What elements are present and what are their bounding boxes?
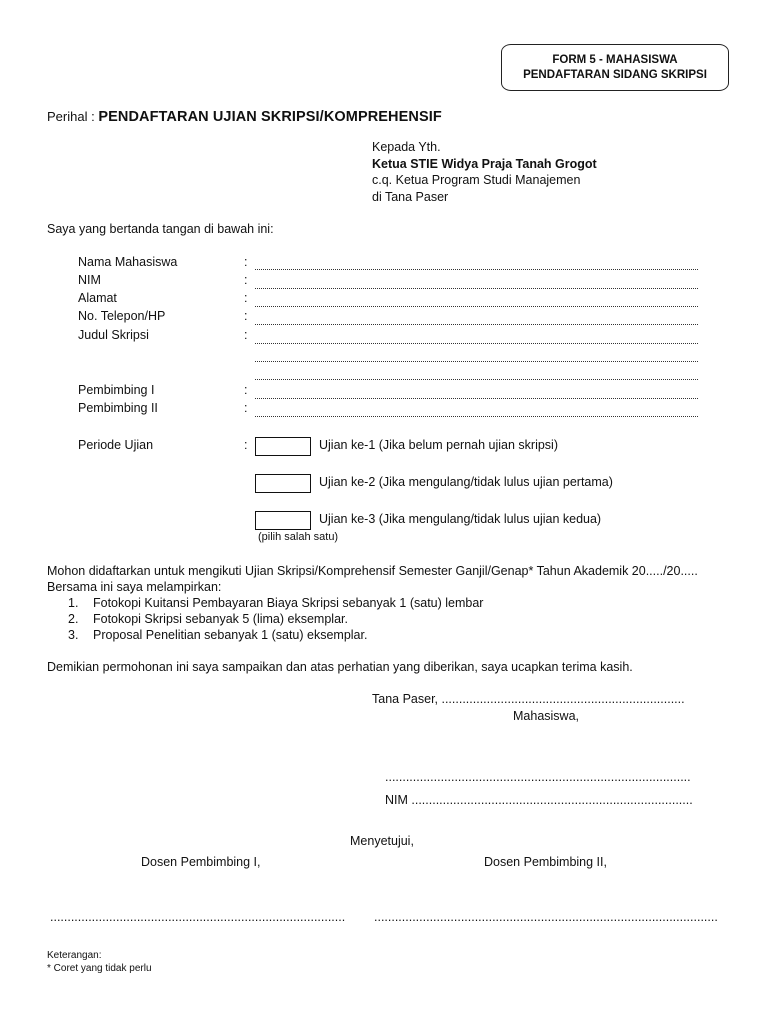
mahasiswa-title: Mahasiswa, [513,709,579,723]
dosen-pembimbing-1-title: Dosen Pembimbing I, [141,855,261,869]
colon: : [244,309,248,323]
colon: : [244,291,248,305]
dosen-pembimbing-2-title: Dosen Pembimbing II, [484,855,607,869]
label-pembimbing-1: Pembimbing I [78,383,155,397]
attachment-item: Fotokopi Kuitansi Pembayaran Biaya Skripsi sebanyak 1 (satu) lembar [93,596,484,610]
colon: : [244,255,248,269]
label-nim: NIM [78,273,101,287]
place-date-line[interactable]: Tana Paser, ...................................................................... [372,692,685,706]
address-line-3: c.q. Ketua Program Studi Manajemen [372,173,581,187]
checkbox-ujian-ke-2[interactable] [255,474,311,493]
mahasiswa-name-line[interactable]: ........................................................................................ [385,770,691,784]
colon: : [244,328,248,342]
label-pembimbing-2: Pembimbing II [78,401,158,415]
attachment-number: 1. [68,596,79,610]
label-nama-mahasiswa: Nama Mahasiswa [78,255,178,269]
address-line-4: di Tana Paser [372,190,449,204]
alamat-field[interactable] [255,306,698,307]
intro-text: Saya yang bertanda tangan di bawah ini: [47,222,274,236]
label-alamat: Alamat [78,291,117,305]
attachment-item: Fotokopi Skripsi sebanyak 5 (lima) eksemplar. [93,612,348,626]
colon: : [244,273,248,287]
colon: : [244,401,248,415]
choose-one-hint: (pilih salah satu) [258,531,339,543]
notes-line-1: * Coret yang tidak perlu [47,963,152,974]
judul-skripsi-field-1[interactable] [255,343,698,344]
colon: : [244,383,248,397]
option-ujian-ke-2: Ujian ke-2 (Jika mengulang/tidak lulus ujian pertama) [319,475,613,489]
form-badge-line1: FORM 5 - MAHASISWA [552,54,678,66]
checkbox-ujian-ke-3[interactable] [255,511,311,530]
form-number-badge [501,44,729,91]
judul-skripsi-field-2[interactable] [255,361,698,362]
address-line-1: Kepada Yth. [372,140,441,154]
telepon-field[interactable] [255,324,698,325]
option-ujian-ke-1: Ujian ke-1 (Jika belum pernah ujian skripsi) [319,438,558,452]
nim-field[interactable] [255,288,698,289]
judul-skripsi-field-3[interactable] [255,379,698,380]
address-recipient: Ketua STIE Widya Praja Tanah Grogot [372,157,597,171]
dosen-pembimbing-2-sign-line[interactable]: ................................................................................................... [374,910,718,924]
nama-mahasiswa-field[interactable] [255,269,698,270]
approval-label: Menyetujui, [350,834,414,848]
attachment-number: 3. [68,628,79,642]
notes-label: Keterangan: [47,950,102,961]
colon: : [244,438,248,452]
mahasiswa-nim-line[interactable]: NIM ................................................................................. [385,793,693,807]
checkbox-ujian-ke-1[interactable] [255,437,311,456]
attachments-intro: Bersama ini saya melampirkan: [47,580,222,594]
attachment-item: Proposal Penelitian sebanyak 1 (satu) eksemplar. [93,628,368,642]
closing-text: Demikian permohonan ini saya sampaikan dan atas perhatian yang diberikan, saya ucapkan terima kasih. [47,660,633,674]
dosen-pembimbing-1-sign-line[interactable]: ..................................................................................... [50,910,346,924]
subject-label: Perihal : [47,109,95,124]
subject-value: PENDAFTARAN UJIAN SKRIPSI/KOMPREHENSIF [98,109,442,125]
option-ujian-ke-3: Ujian ke-3 (Jika mengulang/tidak lulus ujian kedua) [319,512,602,526]
pembimbing-2-field[interactable] [255,416,698,417]
form-badge-line2: PENDAFTARAN SIDANG SKRIPSI [523,69,707,81]
label-telepon: No. Telepon/HP [78,309,166,323]
request-text: Mohon didaftarkan untuk mengikuti Ujian Skripsi/Komprehensif Semester Ganjil/Genap* Tahun Akademik 20...../20..... [47,564,698,578]
pembimbing-1-field[interactable] [255,398,698,399]
label-periode-ujian: Periode Ujian [78,438,154,452]
label-judul-skripsi: Judul Skripsi [78,328,149,342]
attachment-number: 2. [68,612,79,626]
subject-line [47,109,442,125]
